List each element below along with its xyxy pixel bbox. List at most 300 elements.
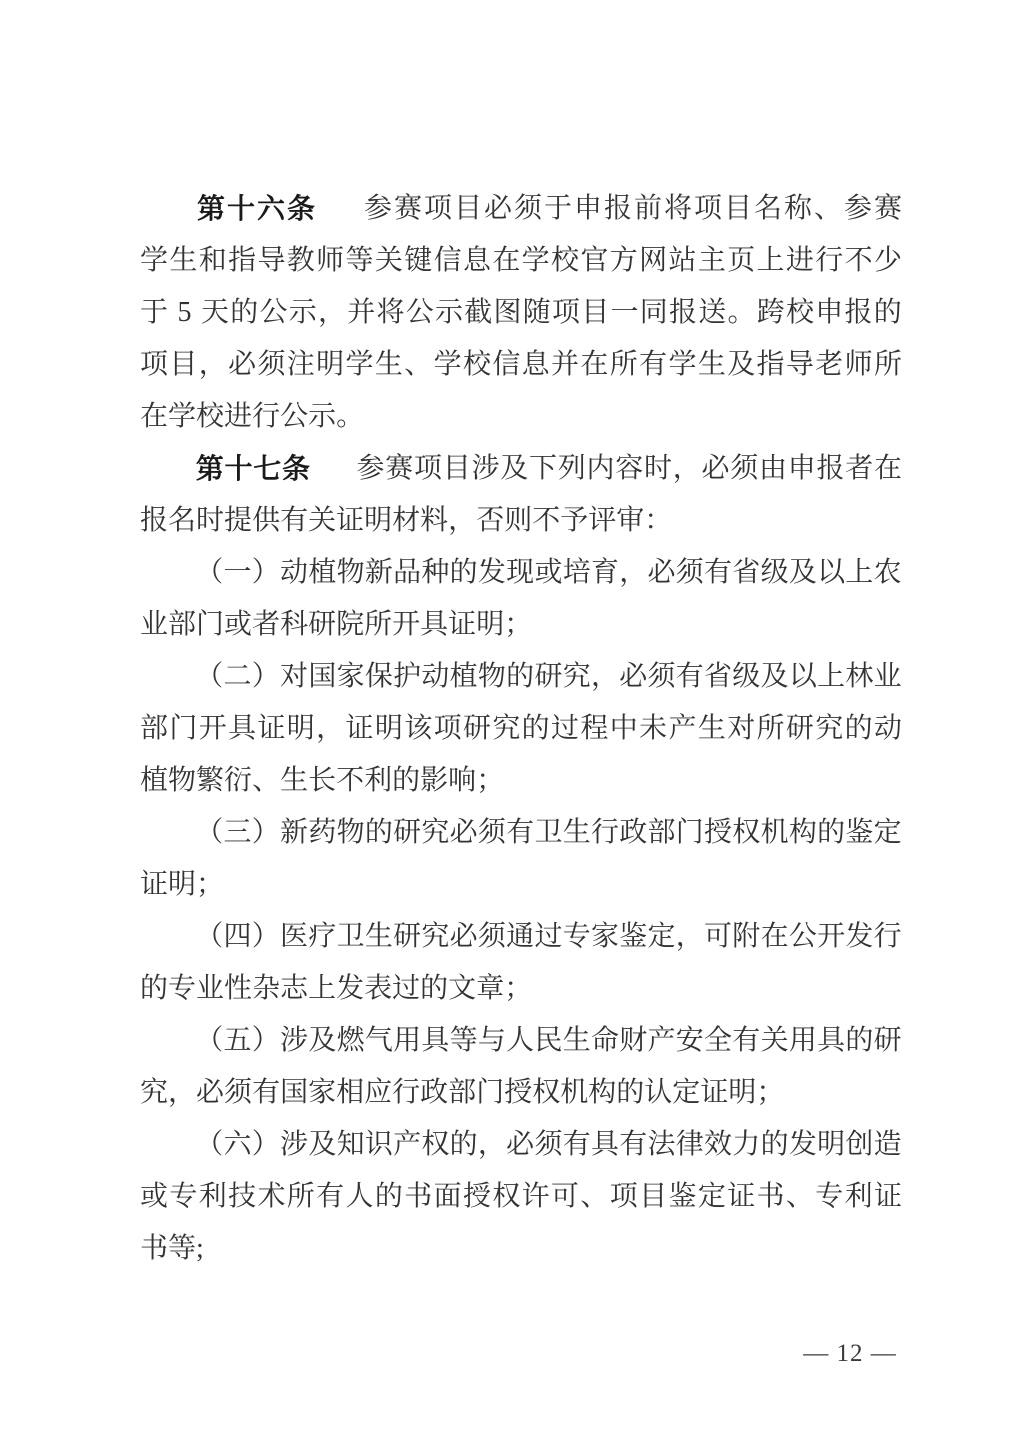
paragraph: [140, 1119, 902, 1275]
text-line: [140, 1119, 902, 1171]
char: 指: [756, 349, 785, 380]
paragraph: [140, 1015, 902, 1119]
char: 门: [169, 713, 198, 744]
char: 在: [140, 401, 169, 432]
char: 权: [532, 1077, 561, 1108]
char: 有: [316, 1181, 345, 1212]
char: 医: [280, 921, 309, 952]
char: 开: [817, 921, 846, 952]
char: 目: [723, 193, 752, 224]
char: 用: [393, 1025, 422, 1056]
char: 对: [280, 661, 309, 692]
char: 审: [616, 505, 645, 536]
text-line: [140, 703, 902, 755]
char: 并: [551, 349, 580, 380]
paragraph: [140, 547, 902, 651]
char: 明: [728, 1077, 757, 1108]
char: 上: [817, 661, 846, 692]
char: 发: [336, 973, 365, 1004]
char: 证: [345, 713, 374, 744]
char: 示: [434, 297, 463, 328]
char: 料: [420, 505, 449, 536]
paragraph: [140, 807, 902, 911]
char: 省: [704, 661, 733, 692]
char: 申: [573, 193, 602, 224]
char: 校: [196, 401, 225, 432]
document-body: [140, 183, 902, 1275]
first-line-indent: [140, 573, 195, 574]
char: 学: [521, 245, 550, 276]
char: 项: [433, 713, 462, 744]
char: 、: [785, 1181, 814, 1212]
char: 衍: [224, 765, 253, 796]
char: 家: [336, 661, 365, 692]
char: 利: [198, 1181, 227, 1212]
char: 新: [364, 557, 393, 588]
char: 动: [873, 713, 902, 744]
char: 开: [198, 713, 227, 744]
char: 书: [404, 1181, 433, 1212]
char: 的: [364, 817, 393, 848]
char: 申: [787, 453, 816, 484]
char: 物: [168, 765, 197, 796]
char: 跨: [756, 297, 785, 328]
char: 性: [224, 973, 253, 1004]
char: 程: [580, 713, 609, 744]
paragraph: [140, 183, 902, 443]
char: 产: [668, 713, 697, 744]
char: 须: [224, 1077, 253, 1108]
first-line-indent: [140, 677, 195, 678]
char: 生: [697, 713, 726, 744]
char: 门: [675, 817, 704, 848]
char: （: [195, 661, 224, 692]
char: 的: [760, 1129, 789, 1160]
char: 三: [223, 817, 252, 848]
char: （: [195, 1025, 224, 1056]
char: 报: [603, 193, 632, 224]
char: 植: [308, 557, 337, 588]
char: 财: [619, 1025, 648, 1056]
char: 繁: [196, 765, 225, 796]
char: 参: [843, 193, 872, 224]
char: 授: [462, 1181, 491, 1212]
char: 二: [223, 661, 252, 692]
first-line-indent: [140, 833, 195, 834]
char: 证: [727, 1181, 756, 1212]
char: 有: [639, 349, 668, 380]
char: 项: [609, 1181, 638, 1212]
char: 的: [817, 817, 846, 848]
char: 五: [223, 1025, 252, 1056]
char: 部: [168, 609, 197, 640]
char: 、: [580, 1181, 609, 1212]
heading-char: 七: [253, 453, 282, 484]
char: 证: [700, 1077, 729, 1108]
char: 究: [492, 713, 521, 744]
char: 权: [732, 817, 761, 848]
char: 及: [308, 1129, 337, 1160]
char: 行: [873, 921, 902, 952]
char: （: [195, 921, 224, 952]
char: 的: [140, 973, 169, 1004]
char: ，: [168, 1077, 197, 1108]
char: 技: [228, 1181, 257, 1212]
char: 主: [697, 245, 726, 276]
char: 研: [393, 817, 422, 848]
char: 门: [476, 1077, 505, 1108]
char: ；: [476, 765, 505, 796]
text-line: [140, 339, 902, 391]
char: 机: [560, 1077, 589, 1108]
char: 书: [756, 1181, 785, 1212]
heading-char: 十: [224, 453, 253, 484]
char: 究: [562, 661, 591, 692]
char: 的: [845, 1025, 874, 1056]
char: ）: [251, 1025, 280, 1056]
char: 定: [647, 921, 676, 952]
char: 和: [198, 245, 227, 276]
char: 或: [534, 557, 563, 588]
char: 必: [647, 557, 676, 588]
char: 用: [788, 1025, 817, 1056]
char: 必: [228, 349, 257, 380]
char: 知: [336, 1129, 365, 1160]
first-line-indent: [140, 1041, 195, 1042]
char: 通: [506, 921, 535, 952]
char: 或: [140, 1181, 169, 1212]
char: 方: [609, 245, 638, 276]
char: 新: [280, 817, 309, 848]
char: 卫: [336, 921, 365, 952]
char: 必: [449, 817, 478, 848]
char: 、: [404, 349, 433, 380]
char: 有: [619, 1129, 648, 1160]
char: 及: [760, 661, 789, 692]
char: 构: [788, 817, 817, 848]
char: 研: [462, 713, 491, 744]
char: 明: [817, 1129, 846, 1160]
text-line: [140, 651, 902, 703]
char: 于: [140, 297, 169, 328]
char: 影: [420, 765, 449, 796]
char: 有: [252, 1077, 281, 1108]
char: 页: [727, 245, 756, 276]
char: [193, 299, 200, 327]
char: 列: [557, 453, 586, 484]
char: 行: [590, 817, 619, 848]
char: 的: [844, 713, 873, 744]
char: 产: [647, 1025, 676, 1056]
char: 必: [449, 921, 478, 952]
char: 的: [616, 1077, 645, 1108]
char: 证: [140, 869, 169, 900]
char: 产: [393, 1129, 422, 1160]
char: 权: [421, 1129, 450, 1160]
char: 动: [280, 557, 309, 588]
char: 构: [588, 1077, 617, 1108]
char: 关: [760, 1025, 789, 1056]
heading-char: 十: [226, 193, 255, 224]
char: 时: [196, 505, 225, 536]
char: 报: [844, 297, 873, 328]
char: 业: [140, 609, 169, 640]
char: 名: [753, 193, 782, 224]
char: 申: [815, 297, 844, 328]
char: 部: [647, 817, 676, 848]
text-line: [140, 443, 902, 495]
char: 官: [580, 245, 609, 276]
first-line-indent: [140, 937, 195, 938]
char: 5: [177, 297, 192, 328]
char: 培: [562, 557, 591, 588]
char: 燃: [336, 1025, 365, 1056]
char: 有: [704, 557, 733, 588]
char: 在: [492, 245, 521, 276]
char: [169, 299, 176, 327]
text-line: [140, 963, 902, 1015]
text-line: [140, 1067, 902, 1119]
char: 等: [168, 1233, 197, 1264]
char: 认: [644, 1077, 673, 1108]
first-line-indent: [140, 469, 195, 470]
text-line: [140, 495, 902, 547]
char: 专: [562, 921, 591, 952]
char: 上: [308, 973, 337, 1004]
char: 部: [140, 713, 169, 744]
char: 权: [492, 1181, 521, 1212]
char: 信: [433, 245, 462, 276]
char: 有: [732, 1025, 761, 1056]
char: 业: [196, 973, 225, 1004]
char: ，: [316, 713, 345, 744]
char: 级: [760, 557, 789, 588]
char: （: [195, 557, 224, 588]
text-line: [140, 1015, 902, 1067]
char: 图: [493, 297, 522, 328]
text-line: [140, 1171, 902, 1223]
char: 民: [534, 1025, 563, 1056]
char: 的: [392, 765, 421, 796]
heading-char: 条: [281, 453, 310, 484]
char: 相: [336, 1077, 365, 1108]
char: 项: [413, 453, 442, 484]
char: 人: [345, 1181, 374, 1212]
char: 报: [140, 505, 169, 536]
char: 鉴: [619, 921, 648, 952]
char: 发: [477, 557, 506, 588]
page-number-text: — 12 —: [803, 1340, 897, 1367]
char: 参: [356, 453, 385, 484]
char: 部: [448, 1077, 477, 1108]
char: 将: [663, 193, 692, 224]
char: ）: [251, 661, 280, 692]
char: 须: [675, 557, 704, 588]
char: 站: [668, 245, 697, 276]
char: 学: [433, 349, 462, 380]
char: 天: [200, 297, 229, 328]
char: 授: [504, 1077, 533, 1108]
text-line: [140, 807, 902, 859]
char: 科: [280, 609, 309, 640]
char: 关: [308, 505, 337, 536]
char: 专: [169, 1181, 198, 1212]
char: ，: [448, 505, 477, 536]
char: 赛: [393, 193, 422, 224]
char: 涉: [280, 1025, 309, 1056]
char: 前: [633, 193, 662, 224]
char: 对: [727, 713, 756, 744]
char: 植: [140, 765, 169, 796]
char: 志: [280, 973, 309, 1004]
char: 下: [528, 453, 557, 484]
char: 进: [785, 245, 814, 276]
char: 生: [280, 765, 309, 796]
char: 表: [364, 973, 393, 1004]
char: 所: [873, 349, 902, 380]
char: 及: [500, 453, 529, 484]
char: 及: [308, 1025, 337, 1056]
char: 行: [392, 1077, 421, 1108]
char: 政: [420, 1077, 449, 1108]
char: 的: [374, 1181, 403, 1212]
char: ，: [198, 349, 227, 380]
char: 涉: [471, 453, 500, 484]
char: 鉴: [668, 1181, 697, 1212]
char: 随: [522, 297, 551, 328]
char: 证: [336, 505, 365, 536]
char: 明: [476, 609, 505, 640]
char: 者: [845, 453, 874, 484]
char: ，: [672, 453, 701, 484]
char: 一: [610, 297, 639, 328]
char: 过: [534, 921, 563, 952]
char: 予: [560, 505, 589, 536]
char: 研: [785, 713, 814, 744]
char: 的: [449, 557, 478, 588]
char: 公: [788, 921, 817, 952]
char: 。: [336, 401, 365, 432]
text-line: [140, 287, 902, 339]
char: 少: [873, 245, 902, 276]
char: 于: [543, 193, 572, 224]
page-number: [780, 1336, 920, 1372]
char: 级: [732, 661, 761, 692]
char: 赛: [385, 453, 414, 484]
char: 四: [223, 921, 252, 952]
text-line: [140, 911, 902, 963]
char: 人: [506, 1025, 535, 1056]
char: 、: [252, 765, 281, 796]
char: 在: [760, 921, 789, 952]
char: 研: [534, 661, 563, 692]
paragraph: [140, 443, 902, 547]
char: 以: [788, 661, 817, 692]
char: ，: [317, 297, 346, 328]
char: ；: [504, 973, 533, 1004]
char: ：: [644, 505, 673, 536]
char: 师: [844, 349, 873, 380]
char: 可: [551, 1181, 580, 1212]
char: 物: [336, 557, 365, 588]
char: 时: [643, 453, 672, 484]
char: 气: [364, 1025, 393, 1056]
char: ；: [756, 1077, 785, 1108]
char: 目: [453, 193, 482, 224]
heading-gap: [317, 209, 362, 210]
char: 目: [169, 349, 198, 380]
char: 校: [462, 349, 491, 380]
char: 等: [345, 245, 374, 276]
char: 该: [404, 713, 433, 744]
char: 的: [230, 297, 259, 328]
char: 名: [168, 505, 197, 536]
char: 中: [609, 713, 638, 744]
char: 究: [140, 1077, 169, 1108]
char: 究: [815, 713, 844, 744]
char: 涉: [280, 1129, 309, 1160]
char: 校: [551, 245, 580, 276]
char: 明: [168, 869, 197, 900]
char: 附: [732, 921, 761, 952]
char: 注: [286, 349, 315, 380]
char: 育: [590, 557, 619, 588]
text-line: [140, 235, 902, 287]
char: 家: [308, 1077, 337, 1108]
char: ，: [477, 1129, 506, 1160]
char: ；: [504, 609, 533, 640]
char: 师: [316, 245, 345, 276]
char: 同: [639, 297, 668, 328]
char: 截: [464, 297, 493, 328]
char: 称: [783, 193, 812, 224]
char: 究: [421, 921, 450, 952]
char: 须: [730, 453, 759, 484]
char: 识: [364, 1129, 393, 1160]
char: 信: [492, 349, 521, 380]
char: 目: [442, 453, 471, 484]
char: 或: [224, 609, 253, 640]
heading-char: 第: [195, 453, 224, 484]
char: 目: [639, 1181, 668, 1212]
char: 生: [697, 349, 726, 380]
char: 具: [421, 1025, 450, 1056]
heading-char: 第: [196, 193, 225, 224]
char: 政: [619, 817, 648, 848]
char: 授: [704, 817, 733, 848]
char: 杂: [252, 973, 281, 1004]
char: 研: [873, 1025, 902, 1056]
char: 门: [196, 609, 225, 640]
char: ，: [675, 921, 704, 952]
char: 在: [873, 453, 902, 484]
char: 将: [376, 297, 405, 328]
char: 须: [477, 921, 506, 952]
char: 发: [845, 921, 874, 952]
char: 指: [228, 245, 257, 276]
char: 国: [308, 661, 337, 692]
char: 研: [393, 921, 422, 952]
char: 赛: [873, 193, 902, 224]
char: 林: [845, 661, 874, 692]
char: 示: [288, 297, 317, 328]
char: 生: [562, 817, 591, 848]
char: 则: [504, 505, 533, 536]
char: 明: [286, 713, 315, 744]
char: 所: [756, 713, 785, 744]
paragraph: [140, 651, 902, 807]
char: 研: [308, 609, 337, 640]
